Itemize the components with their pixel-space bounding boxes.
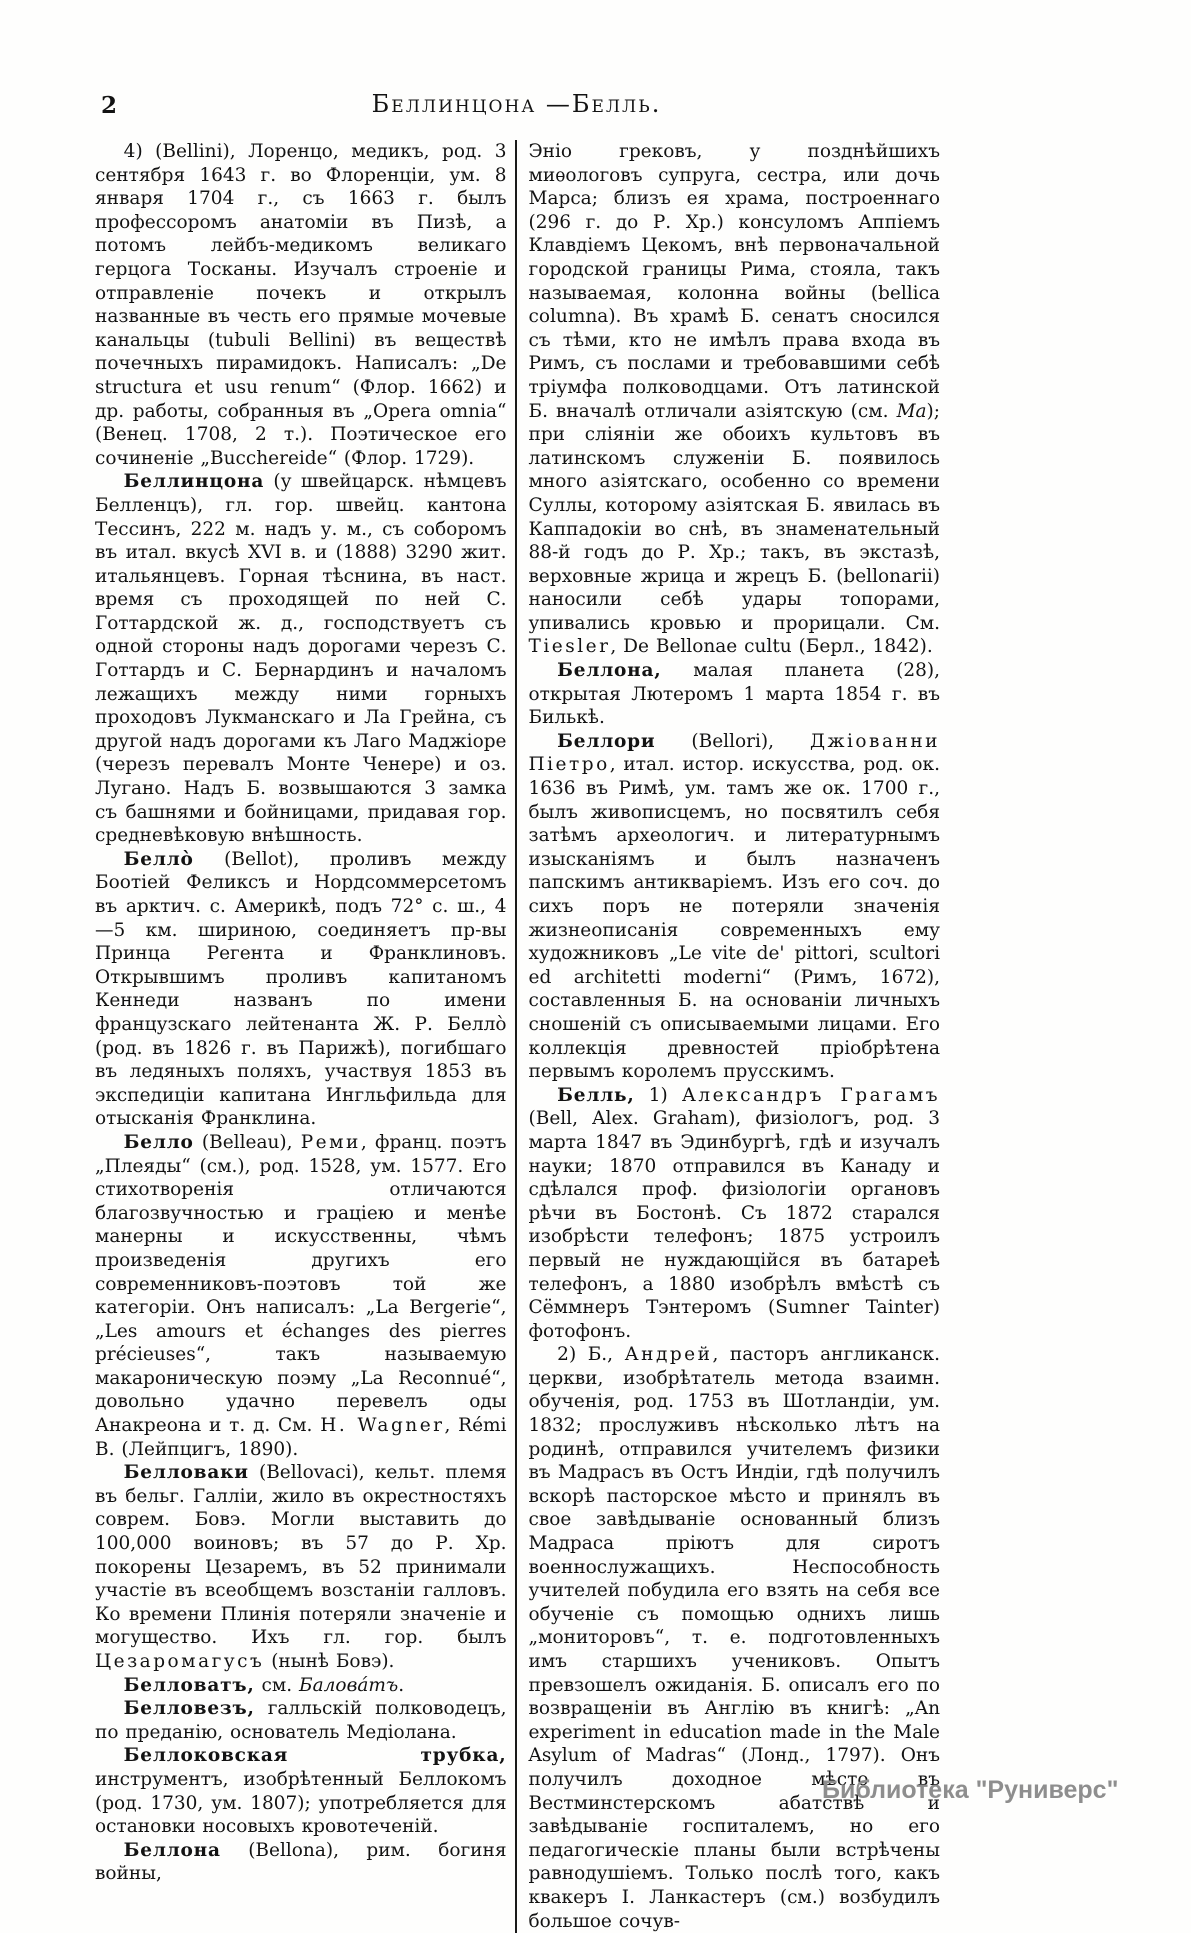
library-watermark: Библиотека "Руниверс" bbox=[822, 1776, 1119, 1804]
text-run: Белло̀ bbox=[123, 848, 194, 870]
text-run: Цезаромагусъ bbox=[95, 1651, 265, 1672]
text-run: Реми bbox=[300, 1131, 361, 1153]
text-run: (нынѣ Бовэ). bbox=[264, 1651, 395, 1672]
text-run: Белловатъ, bbox=[123, 1674, 255, 1696]
paragraph bbox=[95, 1461, 507, 1673]
text-run: (Bell, Alex. Graham), физіологъ, род. 3 марта 1847 въ Эдинбургѣ, гдѣ и изучалъ науки; 1870 отправился въ Канаду и сдѣлался проф. физіологіи органовъ рѣчи въ Бостонѣ. Съ 1872 старался изобрѣсти телефонъ; 1875 устроилъ первый не нуждающійся въ батареѣ телефонъ, а 1880 изобрѣлъ вмѣстѣ съ Сёммнеръ Тэнтеромъ (Sumner Tainter) фотофонъ. bbox=[528, 1108, 940, 1342]
text-columns bbox=[95, 140, 940, 1933]
text-run: Tiesler bbox=[528, 636, 611, 658]
paragraph bbox=[95, 470, 507, 848]
text-run: Белло bbox=[123, 1131, 194, 1153]
text-run: , франц. поэтъ „Плеяды“ (см.), род. 1528, ум. 1577. Его стихотворенія отличаются благозвучностью и граціею и менѣе манерны и искусственны, чѣмъ произведенія другихъ его современниковъ-поэтовъ той же категоріи. Онъ написалъ: „La Bergerie“, „Les amours et échanges des pierres précieuses“, такъ называемую макароническую поэму „La Reconnué“, довольно удачно перевелъ оды Анакреона и т. д. См. bbox=[95, 1131, 507, 1437]
paragraph bbox=[95, 1131, 507, 1461]
paragraph bbox=[529, 140, 941, 659]
text-run: Беллори bbox=[557, 730, 656, 752]
text-run: малая планета (28), открытая Лютеромъ 1 марта 1854 г. въ Билькѣ. bbox=[528, 660, 940, 729]
text-run: (Bellona), рим. богиня войны, bbox=[95, 1839, 507, 1885]
text-run: , пасторъ англиканск. церкви, изобрѣтатель метода взаимн. обученія, род. 1753 въ Шотландіи, ум. 1832; прослуживъ нѣсколько лѣтъ на родинѣ, отправился учителемъ физики въ Мадрасъ въ Остъ Индіи, гдѣ получилъ вскорѣ пасторское мѣсто и принялъ въ свое завѣдываніе основанный близъ Мадраса пріютъ для сиротъ военнослужащихъ. Неспособность учителей побудила его взять на себя все обученіе съ помощью однихъ лишь „мониторовъ“, т. е. подготовленныхъ имъ старшихъ учениковъ. Опытъ превзошелъ ожиданія. Б. описалъ его по возвращеніи въ Англію въ книгѣ: „An experiment in education made in the Male Asylum of Madras“ (Лонд., 1797). Онъ получилъ доходное мѣсто въ Вестминстерскомъ абатствѣ и завѣдываніе госпиталемъ, но его педагогическіе планы были встрѣчены равнодушіемъ. Только послѣ того, какъ квакеръ I. Ланкастеръ (см.) возбудилъ большое сочув- bbox=[528, 1344, 940, 1932]
text-run: Беллона bbox=[123, 1839, 221, 1861]
paragraph bbox=[95, 1697, 507, 1744]
text-run: инструментъ, изобрѣтенный Беллокомъ (род. 1730, ум. 1807); употребляется для остановки носовыхъ кровотеченій. bbox=[95, 1768, 507, 1838]
running-head: Беллинцона —Белль. bbox=[371, 90, 662, 118]
text-run: Эніо грековъ, у позднѣйшихъ миѳологовъ супруга, сестра, или дочь Марса; близъ ея храма, построеннаго (296 г. до Р. Хр.) консуломъ Аппіемъ Клавдіемъ Цекомъ, внѣ первоначальной городской границы Рима, стояла, такъ называемая, колонна войны (bellica columna). Въ храмѣ Б. сенатъ сносился съ тѣми, кто не имѣлъ права входа въ Римъ, съ послами и требовавшими себѣ тріумфа полководцами. Отъ латинской Б. вначалѣ отличали азіятскую (см. bbox=[528, 141, 940, 422]
page-number: 2 bbox=[101, 92, 118, 119]
text-run: Александръ Грагамъ bbox=[681, 1084, 940, 1106]
text-run: Белль, bbox=[557, 1084, 635, 1106]
text-run: ); при сліяніи же обоихъ культовъ въ латинскомъ служеніи Б. появилось много азіятскаго, особенно со времени Суллы, которому азіятская Б. явилась въ Каппадокіи во снѣ, въ знаменательный 88-й годъ до Р. Хр.; такъ, въ экстазѣ, верховные жрица и жрецъ Б. (bellonarii) наносили себѣ удары топорами, упивались кровью и прорицали. См. bbox=[528, 400, 940, 634]
text-run: (у швейцарск. нѣмцевъ Белленцъ), гл. гор. швейц. кантона Тессинъ, 222 м. надъ у. м., съ соборомъ въ итал. вкусѣ XVI в. и (1888) 3290 жит. итальянцевъ. Горная тѣснина, въ наст. время съ проходящей по ней С. Готтардской ж. д., господствуетъ съ одной стороны надъ дорогами черезъ С. Готтардъ и С. Бернардинъ и началомъ лежащихъ между ними горныхъ проходовъ Лукманскаго и Ла Грейна, съ другой надъ дорогами къ Лаго Маджіоре (черезъ перевалъ Монте Ченере) и оз. Лугано. Надъ Б. возвышаются 3 замка съ башнями и бойницами, придавая гор. средневѣковую внѣшность. bbox=[95, 471, 507, 847]
text-run: Джіованни Піетро bbox=[528, 730, 940, 776]
text-run: Беллинцона bbox=[123, 471, 265, 493]
text-run: Белловаки bbox=[123, 1462, 249, 1484]
text-run: H. Wagner bbox=[320, 1415, 445, 1437]
paragraph bbox=[95, 140, 507, 470]
paragraph bbox=[95, 1674, 507, 1698]
text-run: Беллона, bbox=[557, 660, 662, 682]
text-run: 4) (Bellini), Лоренцо, медикъ, род. 3 сентября 1643 г. во Флоренціи, ум. 8 января 1704 г., съ 1663 г. былъ профессоромъ анатоміи въ Пизѣ, а потомъ лейбъ-медикомъ великаго герцога Тосканы. Изучалъ строеніе и отправленіе почекъ и открылъ названные въ честь его прямые мочевые канальцы (tubuli Bellini) въ веществѣ почечныхъ пирамидокъ. Написалъ: „De structura et usu renum“ (Флор. 1662) и др. работы, собранныя въ „Opera omnia“ (Венец. 1708, 2 т.). Поэтическое его сочиненіе „Bucchereide“ (Флор. 1729). bbox=[95, 141, 507, 469]
left-column bbox=[95, 140, 515, 1933]
text-run: , De Bellonae cultu (Берл., 1842). bbox=[610, 636, 933, 658]
text-run: Андрей bbox=[624, 1344, 713, 1366]
paragraph bbox=[529, 659, 941, 730]
text-run: галльскій полководецъ, по преданію, основатель Медіолана. bbox=[95, 1698, 507, 1743]
text-run: (Bellori), bbox=[655, 730, 810, 752]
text-run: (Bellovaci), кельт. племя въ бельг. Галліи, жило въ окрестностяхъ соврем. Бовэ. Могли выставить до 100,000 воиновъ; въ 57 до Р. Хр. покорены Цезаремъ, въ 52 принимали участіе въ всеобщемъ возстаніи галловъ. Ко времени Плинія потеряли значеніе и могущество. Ихъ гл. гор. былъ bbox=[95, 1462, 507, 1649]
text-run: Баловáтъ bbox=[299, 1674, 399, 1696]
text-run: Белловезъ, bbox=[123, 1698, 255, 1720]
text-run: Беллоковская трубка, bbox=[123, 1745, 507, 1767]
text-run: (Belleau), bbox=[193, 1131, 301, 1153]
text-run: 2) Б., bbox=[557, 1344, 625, 1366]
text-run: Ма bbox=[896, 400, 927, 422]
text-run: . bbox=[398, 1674, 405, 1696]
right-column bbox=[515, 140, 941, 1933]
paragraph bbox=[95, 1839, 507, 1886]
paragraph bbox=[529, 1084, 941, 1344]
paragraph bbox=[529, 1343, 941, 1933]
paragraph bbox=[95, 848, 507, 1131]
paragraph bbox=[529, 730, 941, 1084]
page-header bbox=[95, 90, 938, 124]
text-run: 1) bbox=[634, 1084, 682, 1106]
paragraph bbox=[95, 1744, 507, 1838]
text-run: см. bbox=[254, 1674, 300, 1696]
text-run: (Bellot), проливъ между Боотіей Феликсъ и Нордсоммерсетомъ въ арктич. с. Америкѣ, подъ 72° с. ш., 4—5 км. шириною, соединяетъ пр-вы Принца Регента и Франклиновъ. Открывшимъ проливъ капитаномъ Кеннеди названъ по имени французскаго лейтенанта Ж. Р. Белло̀ (род. въ 1826 г. въ Парижѣ), погибшаго въ ледяныхъ поляхъ, участвуя 1853 въ экспедиціи капитана Ингльфильда для отысканія Франклина. bbox=[95, 848, 507, 1130]
text-run: , Rémi B. (Лейпцигъ, 1890). bbox=[95, 1415, 507, 1460]
text-run: , итал. истор. искусства, род. ок. 1636 въ Римѣ, ум. тамъ же ок. 1700 г., былъ живописцемъ, но посвятилъ себя затѣмъ археологич. и литературнымъ изысканіямъ и былъ назначенъ папскимъ антикваріемъ. Изъ его соч. до сихъ поръ не потеряли значенія жизнеописанія современныхъ ему художниковъ „Le vite de' pittori, scultori ed architetti moderni“ (Римъ, 1672), составленныя Б. на основаніи личныхъ сношеній съ описываемыми лицами. Его коллекція древностей пріобрѣтена первымъ королемъ прусскимъ. bbox=[528, 754, 940, 1083]
